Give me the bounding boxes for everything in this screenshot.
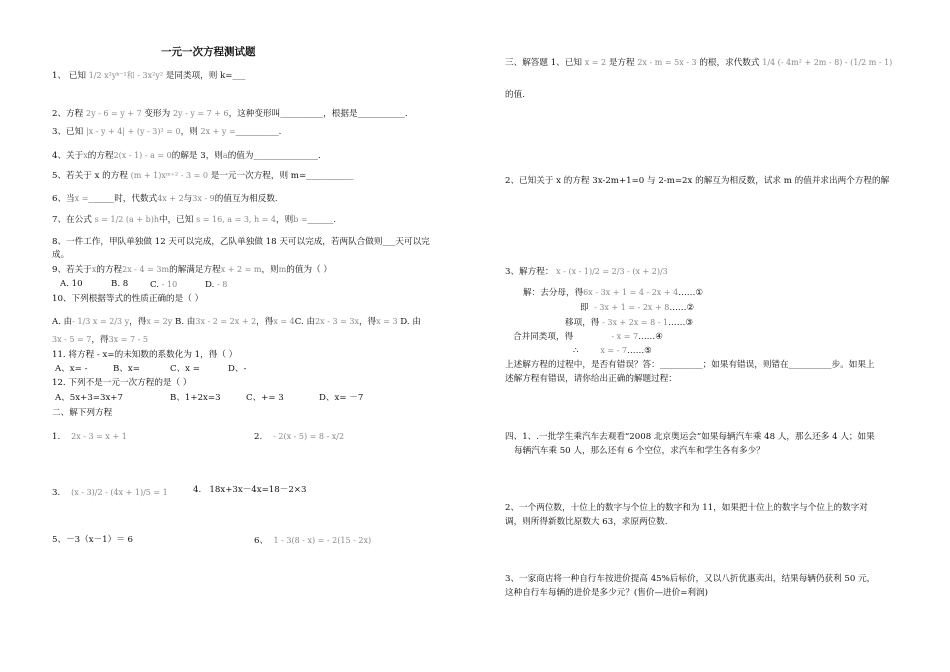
q12-option-a[interactable]: A、5x+3=3x+7	[55, 393, 123, 403]
q10-options	[52, 316, 421, 328]
section-4-q3-cont: 这种自行车每辆的进价是多少元？(售价—进价=利润)	[505, 588, 708, 598]
section-3-q3: 3、解方程： x - (x - 1)/2 = 2/3 - (x + 2)/3	[505, 267, 668, 277]
solution-step-1: 解：去分母，得6x - 3x + 1 = 4 - 2x + 4……①	[523, 288, 704, 298]
equation-4: 4. 18x+3x－4x=18－2×3	[193, 485, 307, 495]
equation-6: 6、 1 - 3(8 - x) = - 2(15 - 2x)	[254, 536, 372, 546]
q10-option-d-cont: 3x - 5 = 7，得3x = 7 - 5	[52, 335, 148, 345]
q10-option-d[interactable]: D. 由	[397, 317, 421, 327]
answer-blank[interactable]: ___________	[306, 171, 354, 181]
section-4-q1: 四、1、.一批学生乘汽车去观看“2008 北京奥运会”如果每辆汽车乘 48 人，那么还多 4 人；如果	[505, 432, 875, 442]
answer-blank[interactable]: ___________	[357, 109, 405, 119]
answer-blank[interactable]: __________	[235, 127, 279, 137]
answer-blank[interactable]: __________	[659, 360, 703, 370]
section-3-q3-question: 上述解方程的过程中，是否有错误？答：__________；如果有错误，则错在__________步。如果上	[505, 360, 875, 370]
section-4-q3: 3、一家商店将一种自行车按进价提高 45%后标价，又以八折优惠卖出，结果每辆仍获利 50 元，	[505, 574, 876, 584]
solution-step-3: 移项，得 - 3x + 2x = 8 - 1……③	[565, 318, 694, 328]
q9-option-b[interactable]: B. 8	[111, 279, 129, 289]
question-2: 2、方程 2y - 6 = y + 7 变形为 2y - y = 7 + 6，这种变形叫__________，根据是___________.	[52, 109, 408, 119]
equation-2: 2. - 2(x - 5) = 8 - x/2	[254, 432, 345, 442]
answer-blank[interactable]: __________	[280, 109, 324, 119]
q11-option-d[interactable]: D、-	[228, 364, 247, 374]
q10-option-c[interactable]: C. 由2x - 3 = 3x，得x = 3	[294, 317, 398, 327]
question-8-cont: 成。	[52, 250, 70, 260]
question-7: 7、在公式 s = 1/2 (a + b)h中，已知 s = 16, a = 3, h = 4，则b =______.	[52, 215, 337, 225]
section-3-q2: 2、已知关于 x 的方程 3x-2m+1=0 与 2-m=2x 的解互为相反数，试求 m 的值并求出两个方程的解	[505, 176, 890, 186]
q9-option-d[interactable]: D. - 8	[205, 280, 228, 290]
q10-option-a[interactable]: A. 由- 1/3 x = 2/3 y，得x = 2y	[52, 317, 173, 327]
section-2-heading: 二、解下列方程	[52, 408, 113, 418]
equation-1: 1. 2x - 3 = x + 1	[52, 432, 127, 442]
question-3: 3、已知 |x - y + 4| + (y - 3)² = 0，则 2x + y =__________.	[52, 127, 282, 137]
answer-blank[interactable]: ___	[232, 71, 246, 81]
page-title: 一元一次方程测试题	[161, 46, 256, 58]
q9-option-c[interactable]: C. - 10	[150, 280, 178, 290]
q11-option-a[interactable]: A、x= -	[55, 364, 88, 374]
answer-blank[interactable]: ______	[307, 215, 334, 225]
section-4-q2: 2、一个两位数，十位上的数字与个位上的数字和为 11，如果把十位上的数字与个位上的数字对	[505, 503, 868, 513]
section-4-q2-cont: 调，则所得新数比原数大 63，求原两位数.	[505, 517, 668, 527]
solution-step-2: 即 - 3x + 1 = - 2x + 8……②	[580, 303, 695, 313]
q12-option-c[interactable]: C、+= 3	[246, 393, 284, 403]
section-4-q1-cont: 每辆汽车乘 50 人，那么还有 6 个空位，求汽车和学生各有多少？	[514, 446, 765, 456]
answer-blank[interactable]: ______	[88, 194, 115, 204]
question-4: 4、关于x的方程2(x - 1) - a = 0的解是 3，则a的值为_______________.	[52, 151, 321, 161]
question-12: 12. 下列不是一元一次方程的是（ ）	[52, 378, 192, 388]
question-6: 6、当x =______时，代数式4x + 2与3x - 9的值互为相反数.	[52, 194, 278, 204]
q11-option-c[interactable]: C、x =	[170, 364, 200, 374]
q10-option-b[interactable]: B. 由3x - 2 = 2x + 2，得x = 4	[172, 317, 295, 327]
question-10: 10、下列根据等式的性质正确的是（ ）	[52, 294, 204, 304]
q12-option-b[interactable]: B、1+2x=3	[170, 393, 221, 403]
answer-blank[interactable]: __________	[788, 360, 832, 370]
answer-blank[interactable]: ___	[382, 237, 396, 247]
q12-option-d[interactable]: D、x= －7	[319, 393, 364, 403]
q11-option-b[interactable]: B、x=	[113, 364, 140, 374]
solution-step-4: 合并同类项，得 - x = 7……④	[513, 332, 663, 342]
question-8: 8、一件工作，甲队单独做 12 天可以完成，乙队单独做 18 天可以完成，若两队合做则___天可以完	[52, 237, 430, 247]
q9-option-a[interactable]: A. 10	[60, 279, 83, 289]
question-1: 1、 已知 1/2 x²yᵏ⁻¹和 - 3x²y² 是同类项，则 k=___	[52, 71, 246, 81]
solution-step-5: ∴ x = - 7……⑤	[573, 346, 652, 356]
section-3-q1-cont: 的值.	[505, 90, 525, 100]
section-3-q3-question-cont: 述解方程有错误，请你给出正确的解题过程：	[505, 374, 677, 384]
question-11: 11. 将方程 - x=的未知数的系数化为 1，得（ ）	[52, 350, 238, 360]
answer-blank[interactable]: _______________	[253, 151, 318, 161]
equation-3: 3. (x - 3)/2 - (4x + 1)/5 = 1	[52, 488, 168, 498]
question-9: 9、若关于x的方程2x - 4 = 3m的解满足方程x + 2 = m，则m的值为（ ）	[52, 265, 332, 275]
equation-5: 5、－3（x－1）＝ 6	[52, 535, 134, 545]
question-5: 5、若关于 x 的方程 (m + 1)xᵐ⁺² - 3 = 0 是一元一次方程，则 m=___________	[52, 171, 354, 181]
section-3-q1: 三、解答题 1、已知 x = 2 是方程 2x - m = 5x - 3 的根，求代数式 1/4 (- 4m² + 2m - 8) - (1/2 m - 1)	[505, 58, 893, 68]
